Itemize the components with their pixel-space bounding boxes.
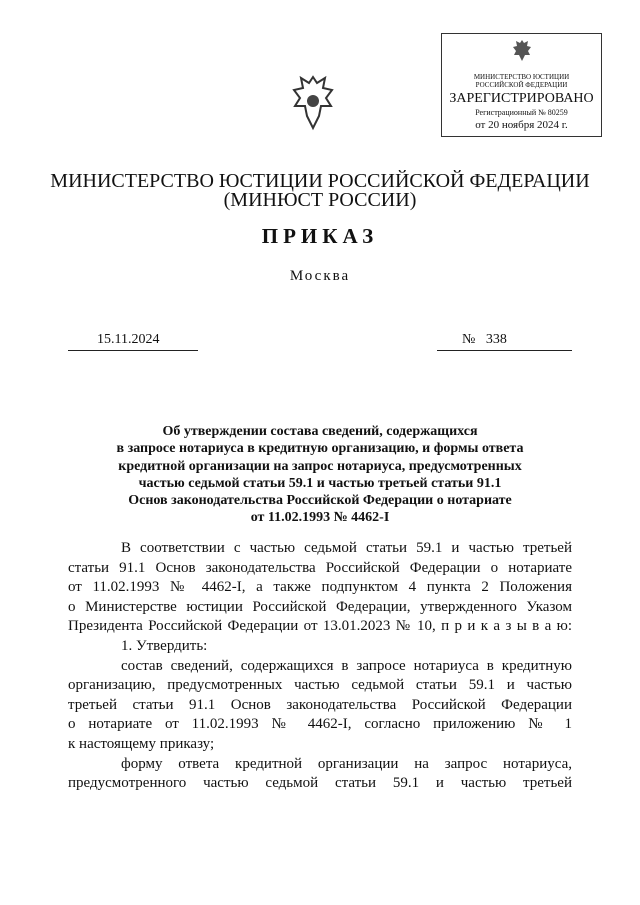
coat-of-arms-icon: [290, 73, 336, 133]
number-label: №: [462, 332, 476, 347]
date-underline: [68, 350, 198, 351]
number-value: 338: [485, 332, 507, 347]
document-type: ПРИКАЗ: [261, 224, 379, 248]
order-title: [68, 423, 572, 527]
body-line: состав сведений, содержащихся в запросе нотариуса в кредитную: [121, 657, 572, 674]
stamp-reg-number: Регистрационный № 80259: [475, 108, 568, 117]
order-body: [68, 539, 572, 794]
title-line: Об утверждении состава сведений, содержащихся: [162, 424, 478, 439]
title-line: частью седьмой статьи 59.1 и частью третьей статьи 91.1: [138, 475, 502, 491]
title-line: от 11.02.1993 № 4462-I: [250, 510, 390, 526]
registration-stamp: [441, 33, 602, 137]
ministry-short-name: (МИНЮСТ РОССИИ): [223, 189, 417, 211]
city: Москва: [289, 268, 351, 284]
body-line: форму ответа кредитной организации на запрос нотариуса,: [121, 755, 572, 772]
title-line: Основ законодательства Российской Федерации о нотариате: [128, 493, 512, 509]
body-line: В соответствии с частью седьмой статьи 59.1 и частью третьей: [121, 540, 572, 556]
body-line: третьей статьи 91.1 Основ законодательства Российской Федерации: [68, 696, 572, 713]
body-line: к настоящему приказу;: [68, 735, 215, 752]
order-date: 15.11.2024: [97, 332, 160, 347]
body-line: статьи 91.1 Основ законодательства Российской Федерации о нотариате: [68, 559, 572, 576]
body-line: 1. Утвердить:: [121, 637, 208, 654]
stamp-org-line1: МИНИСТЕРСТВО ЮСТИЦИИ: [473, 73, 570, 81]
stamp-status: ЗАРЕГИСТРИРОВАНО: [449, 91, 594, 106]
body-line: организацию, предусмотренных частью седьмой статьи 59.1 и частью: [68, 677, 572, 694]
order-number: [462, 332, 507, 348]
body-line: от 11.02.1993 № 4462-I, а также подпунктом 4 пункта 2 Положения: [68, 579, 572, 596]
title-line: в запросе нотариуса в кредитную организацию, и формы ответа: [116, 441, 524, 457]
body-line: о нотариате от 11.02.1993 № 4462-I, согласно приложению № 1: [68, 716, 572, 733]
stamp-org-line2: РОССИЙСКОЙ ФЕДЕРАЦИИ: [475, 81, 568, 89]
stamp-date: от 20 ноября 2024 г.: [475, 119, 568, 131]
ministry-name: МИНИСТЕРСТВО ЮСТИЦИИ РОССИЙСКОЙ ФЕДЕРАЦИИ: [50, 170, 590, 192]
body-line: Президента Российской Федерации от 13.01.2023 № 10, п р и к а з ы в а ю:: [68, 618, 572, 635]
coat-of-arms-icon: [510, 38, 534, 64]
body-line: предусмотренного частью седьмой статьи 59.1 и частью третьей: [68, 775, 572, 792]
title-line: кредитной организации на запрос нотариуса, предусмотренных: [118, 458, 522, 474]
body-line: о Министерстве юстиции Российской Федерации, утвержденного Указом: [68, 598, 572, 615]
number-underline: [437, 350, 572, 351]
